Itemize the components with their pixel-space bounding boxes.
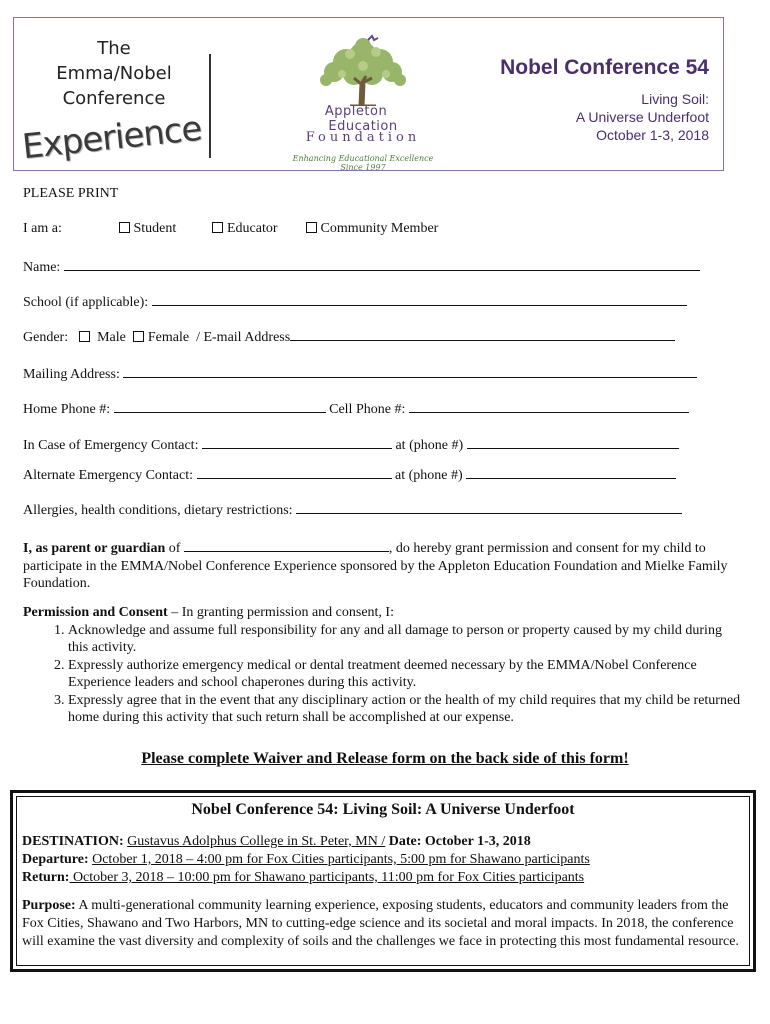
role-option-educator[interactable] <box>212 221 302 237</box>
school-label: School (if applicable): <box>23 295 149 310</box>
name-label: Name: <box>23 260 61 275</box>
phone-row <box>23 400 689 418</box>
cell-phone-label: Cell Phone #: <box>329 402 406 417</box>
emergency-row <box>23 436 679 454</box>
return-line <box>22 869 590 887</box>
name-field[interactable] <box>64 258 700 271</box>
waiver-notice: Please complete Waiver and Release form on the back side of this form! <box>141 750 629 767</box>
appleton-education-foundation-logo <box>288 32 438 172</box>
subtitle-line-1: Living Soil: <box>641 91 709 107</box>
subtitle-line-2: A Universe Underfoot <box>575 109 709 125</box>
school-row <box>23 293 687 311</box>
logo-foundation: Foundation <box>305 130 421 145</box>
gender-label: Gender: <box>23 330 69 345</box>
alternate-phone-field[interactable] <box>466 466 676 479</box>
student-label: Student <box>133 221 177 236</box>
alternate-emergency-row <box>23 466 676 484</box>
experience-script-logo: Experience <box>20 108 204 168</box>
role-option-student[interactable] <box>119 221 209 237</box>
checkbox-female[interactable] <box>133 331 144 342</box>
purpose-paragraph <box>22 897 742 951</box>
permission-item: 1. Acknowledge and assume full responsibility for any and all damage to person or property caused by my child during this activity. <box>68 622 745 657</box>
logo-name-right: Education <box>328 119 398 134</box>
return-label: Return: <box>22 870 70 885</box>
permission-item: 3. Expressly agree that in the event that any disciplinary action or the health of my child requires that my child be returned home during this activity that such return shall be accomplished at our expense. <box>68 692 745 727</box>
male-label: Male <box>97 330 126 345</box>
permission-section <box>23 604 745 727</box>
header-banner <box>13 17 724 171</box>
role-option-community-member[interactable] <box>306 221 439 236</box>
gender-row <box>23 328 675 346</box>
email-field[interactable] <box>290 328 675 341</box>
purpose-text: A multi-generational community learning experience, exposing students, educators and community leaders from the Fox Cities, Shawano and Two Harbors, MN to cutting-edge science and its societal and moral impacts. In 2018, the conference will examine the vast diversity and complexity of soils and the challenges we face in protecting this most fundamental resource. <box>22 898 739 949</box>
destination-box <box>10 790 756 972</box>
permission-item: 2. Expressly authorize emergency medical or dental treatment deemed necessary by the EMMA/Nobel Conference Experience leaders and school chaperones during this activity. <box>68 657 745 692</box>
checkbox-male[interactable] <box>79 331 90 342</box>
email-label: / E-mail Address <box>196 330 291 345</box>
please-print-label: PLEASE PRINT <box>23 186 119 201</box>
community-member-label: Community Member <box>320 221 439 236</box>
destination-value: Gustavus Adolphus College in St. Peter, MN / <box>127 834 386 849</box>
experience-title: The Emma/Nobel Conference <box>56 38 172 109</box>
female-label: Female <box>147 330 190 345</box>
child-name-field[interactable] <box>184 540 389 552</box>
alternate-contact-label: Alternate Emergency Contact: <box>23 468 194 483</box>
cell-phone-field[interactable] <box>409 400 689 413</box>
emergency-contact-label: In Case of Emergency Contact: <box>23 438 199 453</box>
destination-line <box>22 833 590 851</box>
allergies-label: Allergies, health conditions, dietary restrictions: <box>23 503 293 518</box>
guardian-of: of <box>168 541 181 556</box>
conference-subtitle <box>576 90 709 144</box>
mailing-address-field[interactable] <box>123 365 697 378</box>
destination-label: DESTINATION: <box>22 834 124 849</box>
alternate-contact-field[interactable] <box>197 466 392 479</box>
mailing-row <box>23 365 697 383</box>
departure-line <box>22 851 590 869</box>
permission-bold-label: Permission and Consent <box>23 605 168 620</box>
departure-value: October 1, 2018 – 4:00 pm for Fox Cities participants, 5:00 pm for Shawano participants <box>92 852 590 867</box>
date-label: Date: October 1-3, 2018 <box>388 834 531 849</box>
destination-details <box>22 833 590 887</box>
alternate-phone-label: at (phone #) <box>395 468 463 483</box>
checkbox-educator[interactable] <box>212 222 223 233</box>
emergency-phone-label: at (phone #) <box>395 438 464 453</box>
school-field[interactable] <box>152 293 687 306</box>
role-label: I am a: <box>23 221 62 236</box>
purpose-label: Purpose: <box>22 898 76 913</box>
logo-name-left: Appleton <box>324 104 388 119</box>
name-row <box>23 258 700 276</box>
home-phone-label: Home Phone #: <box>23 402 111 417</box>
guardian-consent-paragraph <box>23 540 745 593</box>
conference-dates: October 1-3, 2018 <box>596 127 709 143</box>
checkbox-community-member[interactable] <box>306 222 317 233</box>
guardian-consent-text: , do hereby grant permission and consent for my child to participate in the EMMA/Nobel Conference Experience sponsored by the Appleton Education Foundation and Mielke Family Foundation. <box>23 541 728 591</box>
return-value: October 3, 2018 – 10:00 pm for Shawano participants, 11:00 pm for Fox Cities participants <box>69 870 585 885</box>
allergies-field[interactable] <box>296 501 682 514</box>
header-divider <box>209 54 211 158</box>
destination-box-title: Nobel Conference 54: Living Soil: A Universe Underfoot <box>191 801 575 818</box>
role-row <box>23 221 438 237</box>
emergency-phone-field[interactable] <box>467 436 679 449</box>
permission-intro: – In granting permission and consent, I: <box>167 605 394 620</box>
conference-title: Nobel Conference 54 <box>500 56 709 79</box>
departure-label: Departure: <box>22 852 89 867</box>
checkbox-student[interactable] <box>119 222 130 233</box>
allergies-row <box>23 501 682 519</box>
permission-list <box>23 622 745 727</box>
mailing-label: Mailing Address: <box>23 367 120 382</box>
logo-tagline: Enhancing Educational Excellence Since 1997 <box>292 154 434 172</box>
tree-icon <box>306 34 420 106</box>
home-phone-field[interactable] <box>114 400 326 413</box>
emergency-contact-field[interactable] <box>202 436 392 449</box>
educator-label: Educator <box>227 221 278 236</box>
guardian-bold-label: I, as parent or guardian <box>23 541 166 556</box>
